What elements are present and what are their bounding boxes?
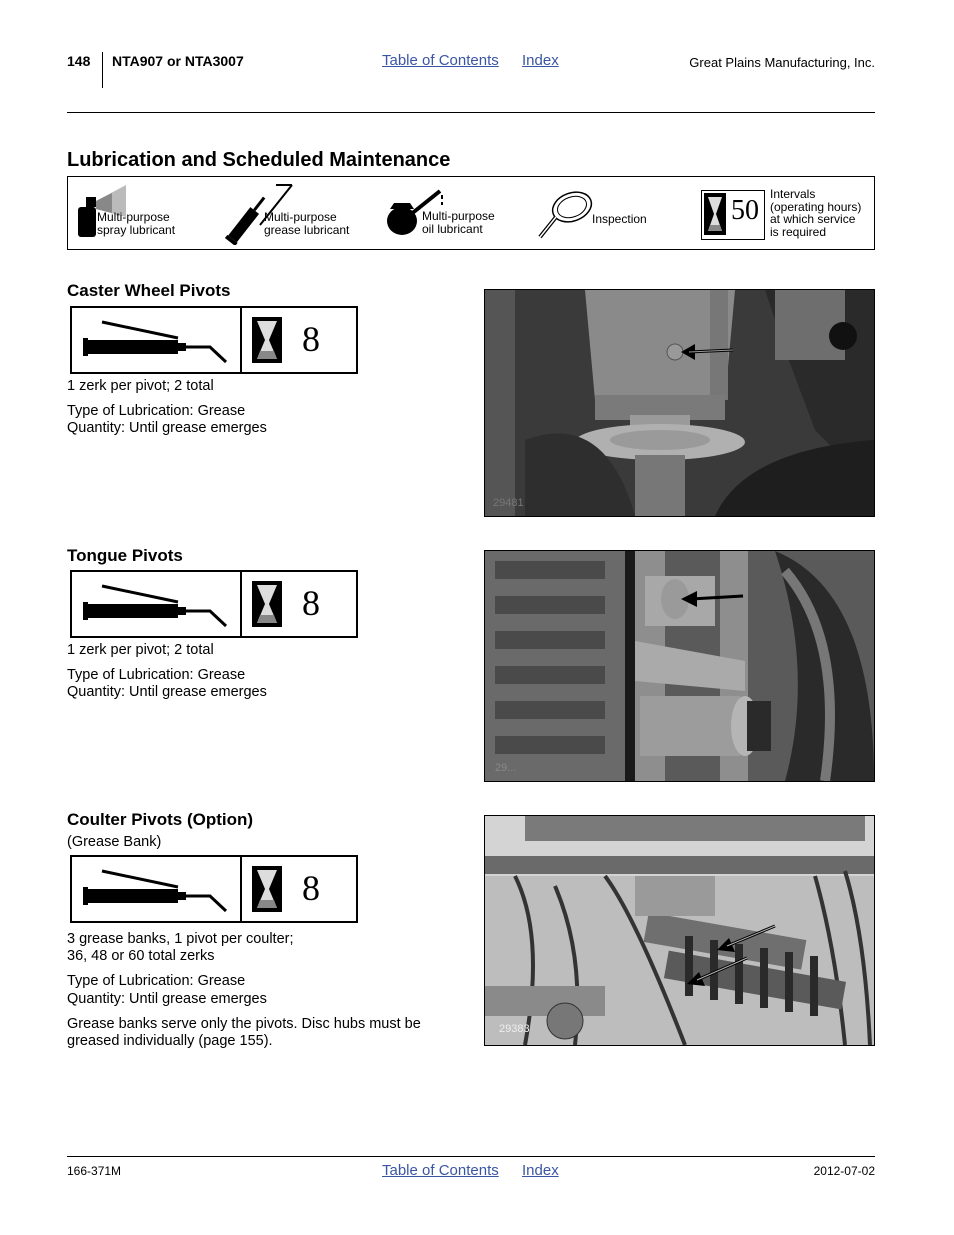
zerk-count: 1 zerk per pivot; 2 total: [67, 378, 214, 394]
section-subtitle: (Grease Bank): [67, 834, 162, 850]
grease-bank-note: Grease banks serve only the pivots. Disc hubs must be greased individually (page 155).: [67, 1016, 421, 1049]
coulter-pivot-photo: [484, 815, 875, 1046]
section-title-caster: Caster Wheel Pivots: [67, 281, 231, 300]
caster-wheel-photo: [484, 289, 875, 517]
legend-interval-label: Intervals (operating hours) at which service is required: [770, 187, 862, 239]
grease-interval-box: [70, 570, 358, 638]
box-divider: [240, 308, 242, 372]
model-name: NTA907 or NTA3007: [112, 53, 244, 69]
legend-grease-label: Multi-purpose grease lubricant: [264, 210, 350, 237]
footer-rule: [67, 1156, 875, 1157]
lubrication-legend: [67, 176, 875, 250]
lubrication-type: Type of Lubrication: Grease: [67, 973, 246, 989]
photo-id: 29...: [495, 762, 517, 774]
footer-index-link[interactable]: Index: [522, 1162, 559, 1179]
zerk-count: 3 grease banks, 1 pivot per coulter; 36, 48 or 60 total zerks: [67, 931, 294, 964]
interval-number: 50: [731, 195, 759, 226]
hourglass-icon: [252, 581, 282, 627]
section-title-coulter: Coulter Pivots (Option): [67, 810, 254, 829]
header-divider: [102, 52, 103, 88]
lubrication-quantity: Quantity: Until grease emerges: [67, 991, 267, 1007]
section-title-tongue: Tongue Pivots: [67, 546, 183, 565]
lubrication-type: Type of Lubrication: Grease: [67, 667, 246, 683]
hourglass-icon: [252, 866, 282, 912]
grease-interval-box: [70, 855, 358, 923]
interval-hours: 8: [302, 319, 320, 359]
lubrication-quantity: Quantity: Until grease emerges: [67, 420, 267, 436]
grease-gun-icon: [80, 578, 236, 630]
magnifier-icon: [536, 187, 596, 243]
legend-oil-label: Multi-purpose oil lubricant: [422, 209, 495, 236]
zerk-count: 1 zerk per pivot; 2 total: [67, 642, 214, 658]
legend-inspection-label: Inspection: [592, 212, 647, 226]
tongue-pivot-photo: [484, 550, 875, 782]
footer-toc-link[interactable]: Table of Contents: [382, 1162, 499, 1179]
header-toc-link[interactable]: Table of Contents: [382, 52, 499, 69]
photo-id: 29383: [499, 1023, 530, 1035]
page-number: 148: [67, 53, 91, 69]
header-rule: [67, 112, 875, 113]
grease-gun-icon: [80, 863, 236, 915]
grease-interval-box: [70, 306, 358, 374]
photo-id: 29481: [493, 497, 524, 509]
interval-hours: 8: [302, 868, 320, 908]
lubrication-quantity: Quantity: Until grease emerges: [67, 684, 267, 700]
interval-hours: 8: [302, 583, 320, 623]
legend-spray-label: Multi-purpose spray lubricant: [97, 210, 176, 237]
interval-box: [701, 190, 765, 240]
header-index-link[interactable]: Index: [522, 52, 559, 69]
company-name: Great Plains Manufacturing, Inc.: [689, 55, 875, 70]
hourglass-icon: [704, 193, 726, 235]
hourglass-icon: [252, 317, 282, 363]
lubrication-type: Type of Lubrication: Grease: [67, 403, 246, 419]
box-divider: [240, 572, 242, 636]
document-number: 166-371M: [67, 1164, 122, 1178]
publication-date: 2012-07-02: [813, 1164, 875, 1178]
box-divider: [240, 857, 242, 921]
grease-gun-icon: [80, 314, 236, 366]
page-title: Lubrication and Scheduled Maintenance: [67, 149, 451, 171]
